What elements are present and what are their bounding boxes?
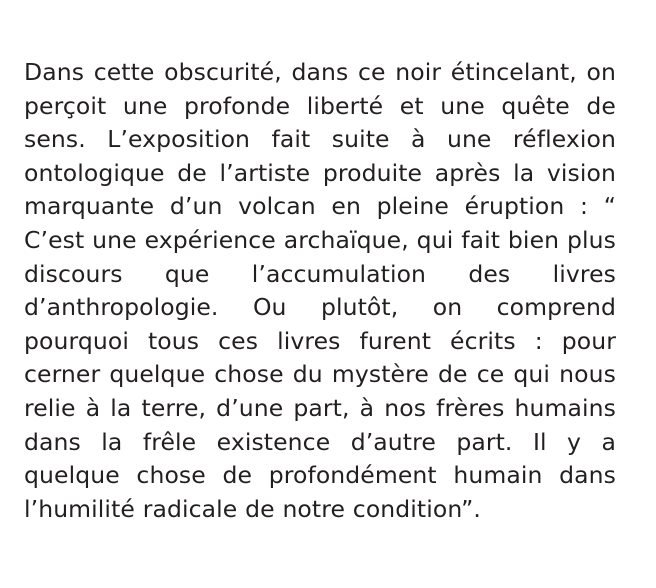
body-paragraph: Dans cette obscurité, dans ce noir étincelant, on perçoit une profonde liberté et une quête de sens. L’exposition fait suite à une réflexion ontologique de l’artiste produite après la vision marquante d’un volcan en pleine éruption : “ C’est une expérience archaïque, qui fait bien plus discours que l’accumulation des livres d’anthropologie. Ou plutôt, on comprend pourquoi tous ces livres furent écrits : pour cerner quelque chose du mystère de ce qui nous relie à la terre, d’une part, à nos frères humains dans la frêle existence d’autre part. Il y a quelque chose de profondément humain dans l’humilité radicale de notre condition”. bbox=[24, 58, 616, 523]
